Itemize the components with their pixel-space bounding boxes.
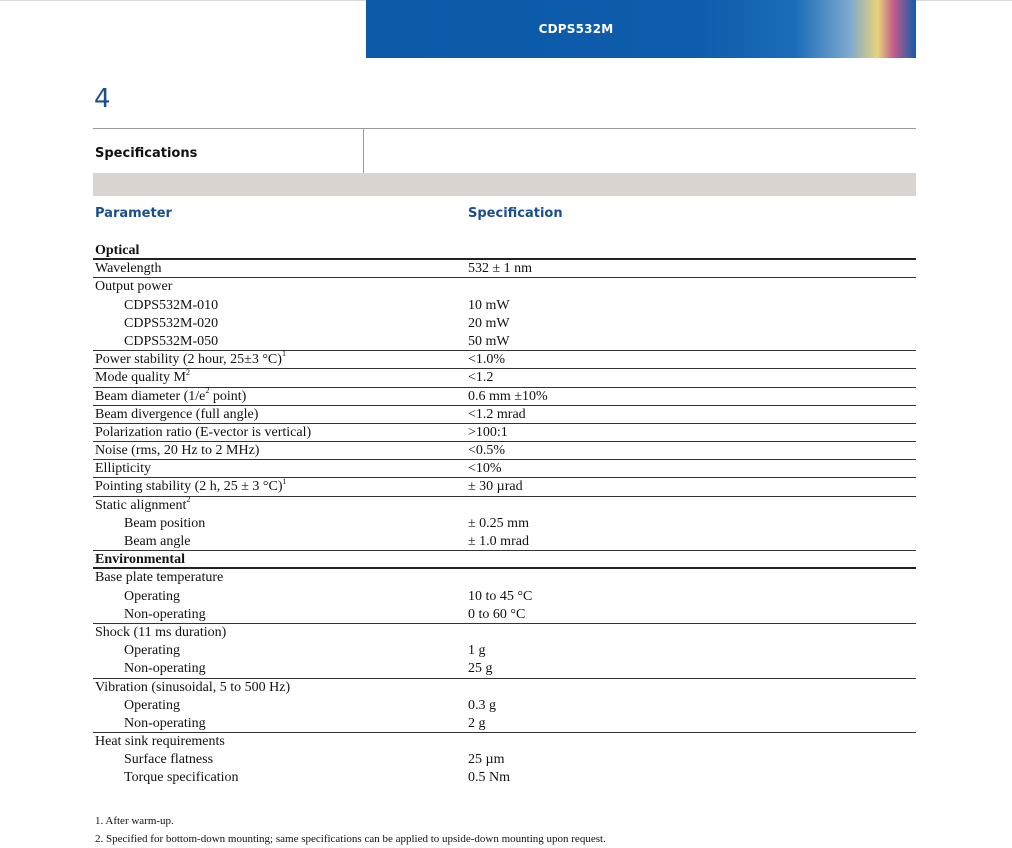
table-row [93, 385, 916, 406]
table-row [93, 315, 916, 333]
specifications-table [93, 242, 916, 788]
parameter-text: Surface flatness [124, 752, 214, 768]
parameter-text: Beam diameter (1/e [95, 388, 206, 404]
parameter-cell [95, 260, 162, 278]
specification-cell: <10% [468, 461, 502, 477]
parameter-cell [124, 588, 180, 606]
parameter-text: Operating [124, 643, 180, 659]
table-row [93, 715, 916, 733]
parameter-text: Environmental [95, 552, 185, 568]
parameter-cell [95, 369, 190, 387]
parameter-text: Beam angle [124, 534, 191, 549]
section-top-rule [93, 128, 916, 129]
parameter-text: Operating [124, 588, 180, 604]
parameter-text: Noise (rms, 20 Hz to 2 MHz) [95, 443, 260, 459]
parameter-text: Non-operating [124, 715, 206, 731]
parameter-cell [95, 624, 226, 642]
parameter-cell [124, 606, 206, 624]
parameter-cell [124, 333, 218, 351]
specification-cell: 2 g [468, 715, 486, 731]
header-title: CDPS532M [538, 22, 614, 36]
header-banner [366, 0, 916, 58]
table-row [93, 333, 916, 351]
table-row [93, 242, 916, 260]
specification-cell: 1 g [468, 643, 486, 659]
parameter-cell [124, 533, 190, 551]
parameter-text: Polarization ratio (E-vector is vertical) [95, 424, 312, 440]
parameter-cell [124, 697, 180, 715]
parameter-text: Heat sink requirements [95, 734, 225, 750]
parameter-cell [95, 733, 225, 751]
parameter-text: Vibration (sinusoidal, 5 to 500 Hz) [95, 679, 291, 695]
footnote-1: 1. After warm-up. [95, 815, 174, 827]
column-header-specification: Specification [468, 206, 563, 221]
parameter-text: Beam position [124, 515, 206, 531]
table-row [93, 624, 916, 642]
parameter-text: Shock (11 ms duration) [95, 624, 227, 640]
table-row [93, 351, 916, 369]
specification-cell: 25 µm [468, 752, 505, 768]
specification-cell: <1.2 [468, 370, 494, 386]
table-row [93, 769, 916, 787]
specification-cell: <1.2 mrad [468, 406, 526, 422]
specification-cell: 10 mW [468, 297, 510, 313]
table-row [93, 478, 916, 496]
parameter-text: CDPS532M-050 [124, 333, 219, 349]
specification-cell: 0.5 Nm [468, 770, 510, 786]
specification-cell: <1.0% [468, 352, 506, 368]
specification-cell: ± 0.25 mm [468, 515, 529, 531]
section-title: Specifications [95, 146, 198, 161]
parameter-text: Ellipticity [95, 461, 151, 477]
table-row [93, 494, 916, 515]
parameter-cell [124, 715, 206, 733]
specification-cell: ± 30 µrad [468, 479, 523, 495]
parameter-text: Non-operating [124, 661, 206, 677]
specification-cell: 20 mW [468, 315, 510, 331]
parameter-cell [95, 406, 258, 424]
parameter-cell [95, 494, 191, 515]
footnotes [95, 812, 606, 848]
parameter-cell [124, 642, 180, 660]
parameter-cell [124, 515, 205, 533]
table-row [93, 442, 916, 460]
parameter-text: CDPS532M-010 [124, 297, 219, 313]
parameter-cell [95, 569, 223, 587]
parameter-text: Non-operating [124, 606, 206, 622]
table-row [93, 733, 916, 751]
parameter-cell [95, 278, 172, 296]
table-row [93, 697, 916, 715]
parameter-text: Output power [95, 279, 173, 295]
superscript: 1 [281, 349, 286, 359]
column-header-parameter: Parameter [95, 206, 172, 221]
table-row [93, 642, 916, 660]
parameter-cell [95, 424, 311, 442]
table-row [93, 551, 916, 569]
chapter-number: 4 [94, 84, 111, 114]
parameter-text-tail: point) [209, 388, 247, 404]
table-row [93, 660, 916, 678]
table-row [93, 460, 916, 478]
specification-cell: 532 ± 1 nm [468, 261, 533, 277]
table-row [93, 606, 916, 624]
parameter-cell [95, 351, 286, 369]
specification-cell: ± 1.0 mrad [468, 534, 529, 549]
specification-cell: 0.3 g [468, 697, 496, 713]
parameter-text: Beam divergence (full angle) [95, 406, 259, 422]
table-row [93, 297, 916, 315]
superscript: 2 [186, 367, 190, 377]
table-header-band [93, 173, 916, 196]
table-row [93, 369, 916, 387]
parameter-cell [95, 679, 290, 697]
table-row [93, 515, 916, 533]
parameter-cell [124, 297, 218, 315]
parameter-text: Mode quality M [95, 370, 186, 386]
parameter-cell [95, 385, 247, 406]
parameter-cell [124, 315, 218, 333]
parameter-cell [124, 751, 213, 769]
parameter-text: Wavelength [95, 261, 162, 277]
specification-cell: 25 g [468, 661, 493, 677]
parameter-cell [95, 460, 151, 478]
superscript: 2 [186, 494, 191, 504]
parameter-text: Static alignment [95, 497, 187, 513]
table-row [93, 588, 916, 606]
specification-cell: 0 to 60 °C [468, 606, 526, 622]
parameter-cell [95, 478, 287, 496]
table-row [93, 278, 916, 296]
footnote-2: 2. Specified for bottom-down mounting; same specifications can be applied to upside-down mounting upon request. [95, 833, 606, 845]
parameter-text: Operating [124, 697, 180, 713]
table-row [93, 260, 916, 278]
parameter-cell [124, 660, 206, 678]
table-row [93, 533, 916, 551]
parameter-text: Optical [95, 243, 140, 258]
parameter-cell [95, 442, 259, 460]
table-row [93, 424, 916, 442]
parameter-cell [95, 551, 185, 569]
table-row [93, 569, 916, 587]
parameter-text: Base plate temperature [95, 570, 224, 586]
specification-cell: 50 mW [468, 333, 510, 349]
parameter-cell [124, 769, 238, 787]
specification-cell: 0.6 mm ±10% [468, 388, 548, 404]
specification-cell: <0.5% [468, 443, 506, 459]
parameter-cell [95, 242, 139, 260]
specification-cell: >100:1 [468, 424, 508, 440]
superscript: 1 [282, 476, 287, 486]
specification-cell: 10 to 45 °C [468, 588, 533, 604]
table-row [93, 406, 916, 424]
table-row [93, 751, 916, 769]
parameter-text: Pointing stability (2 h, 25 ± 3 °C) [95, 479, 283, 495]
superscript: 2 [205, 385, 210, 395]
parameter-text: Power stability (2 hour, 25±3 °C) [95, 352, 282, 368]
parameter-text: CDPS532M-020 [124, 315, 219, 331]
table-row [93, 679, 916, 697]
parameter-text: Torque specification [124, 770, 239, 786]
